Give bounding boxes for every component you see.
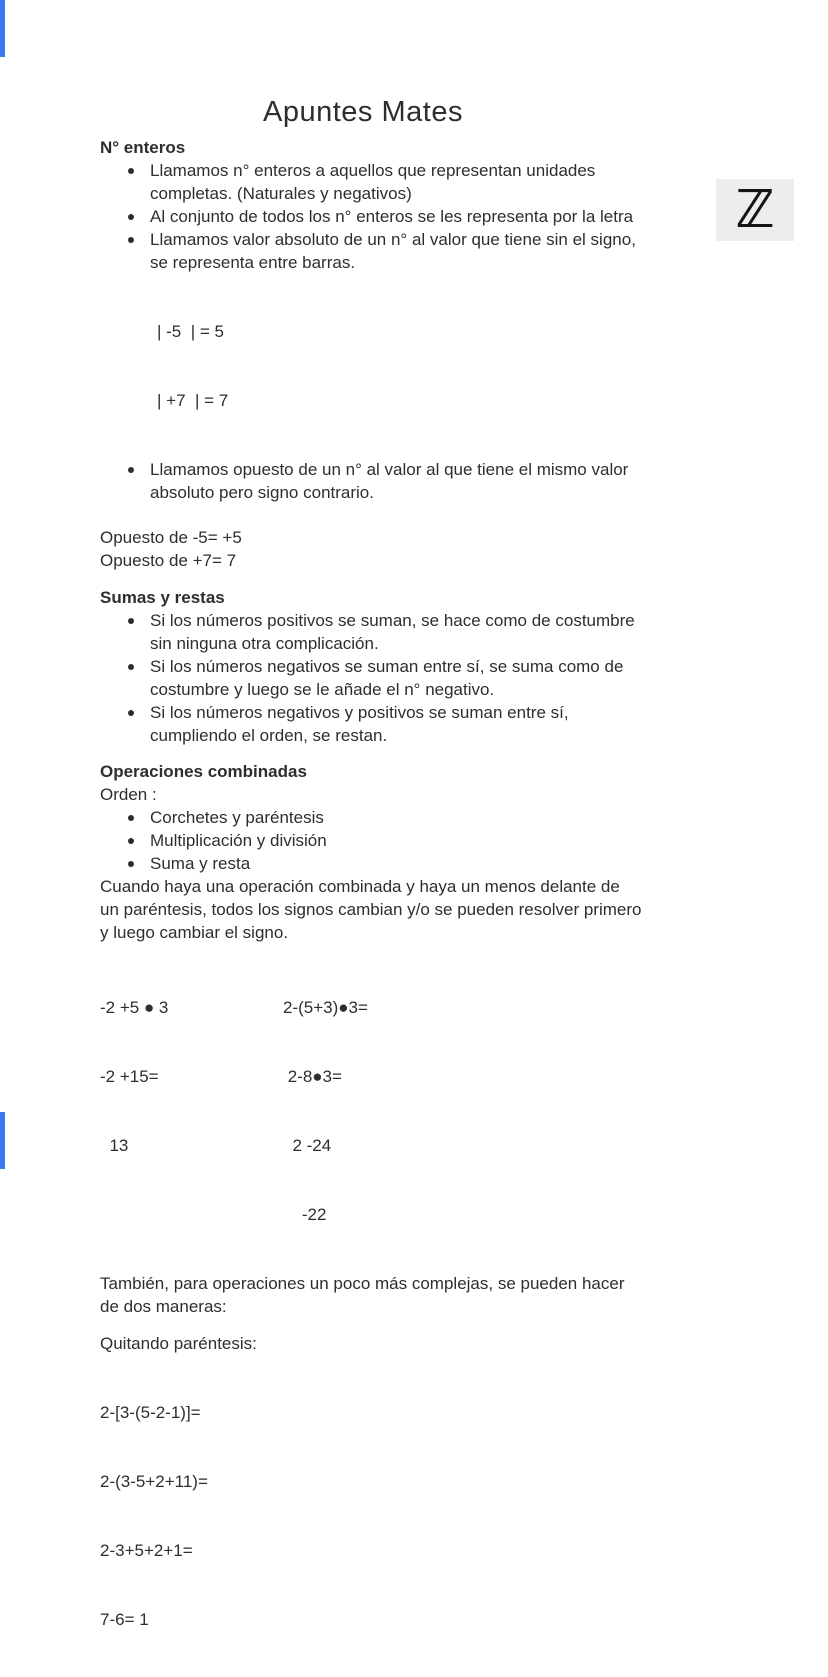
bullet-line: Suma y resta bbox=[150, 854, 251, 873]
worked-example-right-column bbox=[283, 950, 368, 1272]
paragraph-line: y luego cambiar el signo. bbox=[100, 923, 289, 942]
combinadas-paragraph bbox=[100, 875, 730, 944]
bullet-icon bbox=[128, 467, 134, 473]
math-line: -2 +5 ● 3 bbox=[100, 998, 169, 1017]
quitando-lines bbox=[100, 1355, 730, 1677]
paragraph-line: de dos maneras: bbox=[100, 1297, 227, 1316]
quitando-section bbox=[100, 1332, 730, 1677]
paragraph-line: Cuando haya una operación combinada y haya un menos delante de bbox=[100, 877, 620, 896]
section-heading-sumas: Sumas y restas bbox=[100, 588, 225, 607]
bullet-line: sin ninguna otra complicación. bbox=[150, 634, 379, 653]
math-line: 2-(5+3)●3= bbox=[283, 998, 368, 1017]
bullet-icon bbox=[128, 838, 134, 844]
blackboard-z-symbol: ℤ bbox=[735, 179, 775, 240]
sumas-bullet-list bbox=[100, 609, 730, 747]
bullet-item bbox=[100, 829, 730, 852]
math-line: 13 bbox=[100, 1136, 129, 1155]
bullet-line: costumbre y luego se le añade el n° negativo. bbox=[150, 680, 495, 699]
page-title: Apuntes Mates bbox=[263, 96, 463, 128]
bullet-line: Llamamos n° enteros a aquellos que representan unidades bbox=[150, 161, 596, 180]
bullet-icon bbox=[128, 168, 134, 174]
paragraph-line: un paréntesis, todos los signos cambian y/o se pueden resolver primero bbox=[100, 900, 642, 919]
bullet-line: se representa entre barras. bbox=[150, 253, 356, 272]
orden-bullet-list bbox=[100, 806, 730, 875]
opposite-example-line: Opuesto de -5= +5 bbox=[100, 528, 242, 547]
page-edge-marker-top bbox=[0, 0, 5, 57]
bullet-item bbox=[100, 228, 730, 274]
opposite-examples bbox=[100, 526, 730, 572]
worked-example-left-column bbox=[100, 950, 283, 1272]
bullet-item bbox=[100, 655, 730, 701]
math-line: 2-3+5+2+1= bbox=[100, 1541, 193, 1560]
math-line: 7-6= 1 bbox=[100, 1610, 149, 1629]
bullet-item bbox=[100, 806, 730, 829]
bullet-icon bbox=[128, 861, 134, 867]
bullet-line: completas. (Naturales y negativos) bbox=[150, 184, 412, 203]
math-line: -22 bbox=[283, 1205, 327, 1224]
absolute-value-example: | -5 | = 5 bbox=[157, 322, 224, 341]
bullet-item bbox=[100, 205, 730, 228]
bullet-line: Multiplicación y división bbox=[150, 831, 327, 850]
bullet-line: Corchetes y paréntesis bbox=[150, 808, 324, 827]
bullet-line: Si los números negativos se suman entre sí, se suma como de bbox=[150, 657, 624, 676]
page-edge-marker-bottom bbox=[0, 1112, 5, 1169]
opposite-example-line: Opuesto de +7= 7 bbox=[100, 551, 237, 570]
enteros-bullet-list-continued bbox=[100, 458, 730, 504]
quitando-heading: Quitando paréntesis: bbox=[100, 1334, 257, 1353]
bullet-icon bbox=[128, 710, 134, 716]
bullet-icon bbox=[128, 815, 134, 821]
bullet-line: Al conjunto de todos los n° enteros se les representa por la letra bbox=[150, 207, 634, 226]
math-line: 2-(3-5+2+11)= bbox=[100, 1472, 208, 1491]
enteros-bullet-list bbox=[100, 159, 730, 274]
worked-examples bbox=[100, 950, 730, 1272]
bullet-line: Llamamos opuesto de un n° al valor al que tiene el mismo valor bbox=[150, 460, 629, 479]
absolute-value-example: | +7 | = 7 bbox=[157, 391, 229, 410]
bullet-item bbox=[100, 159, 730, 205]
orden-label: Orden : bbox=[100, 785, 157, 804]
bullet-line: Si los números positivos se suman, se hace como de costumbre bbox=[150, 611, 635, 630]
math-line: 2 -24 bbox=[283, 1136, 332, 1155]
math-line: 2-8●3= bbox=[283, 1067, 342, 1086]
bullet-line: Si los números negativos y positivos se suman entre sí, bbox=[150, 703, 569, 722]
bullet-line: cumpliendo el orden, se restan. bbox=[150, 726, 388, 745]
bullet-line: absoluto pero signo contrario. bbox=[150, 483, 374, 502]
absolute-value-examples bbox=[100, 274, 730, 458]
tambien-paragraph bbox=[100, 1272, 730, 1318]
bullet-item bbox=[100, 609, 730, 655]
bullet-item bbox=[100, 458, 730, 504]
math-line: -2 +15= bbox=[100, 1067, 159, 1086]
bullet-item bbox=[100, 852, 730, 875]
paragraph-line: También, para operaciones un poco más complejas, se pueden hacer bbox=[100, 1274, 625, 1293]
section-heading-combinadas: Operaciones combinadas bbox=[100, 762, 307, 781]
bullet-icon bbox=[128, 618, 134, 624]
bullet-line: Llamamos valor absoluto de un n° al valor que tiene sin el signo, bbox=[150, 230, 636, 249]
section-heading-enteros: N° enteros bbox=[100, 138, 186, 157]
bullet-icon bbox=[128, 237, 134, 243]
bullet-item bbox=[100, 701, 730, 747]
math-line: 2-[3-(5-2-1)]= bbox=[100, 1403, 201, 1422]
bullet-icon bbox=[128, 664, 134, 670]
bullet-icon bbox=[128, 214, 134, 220]
